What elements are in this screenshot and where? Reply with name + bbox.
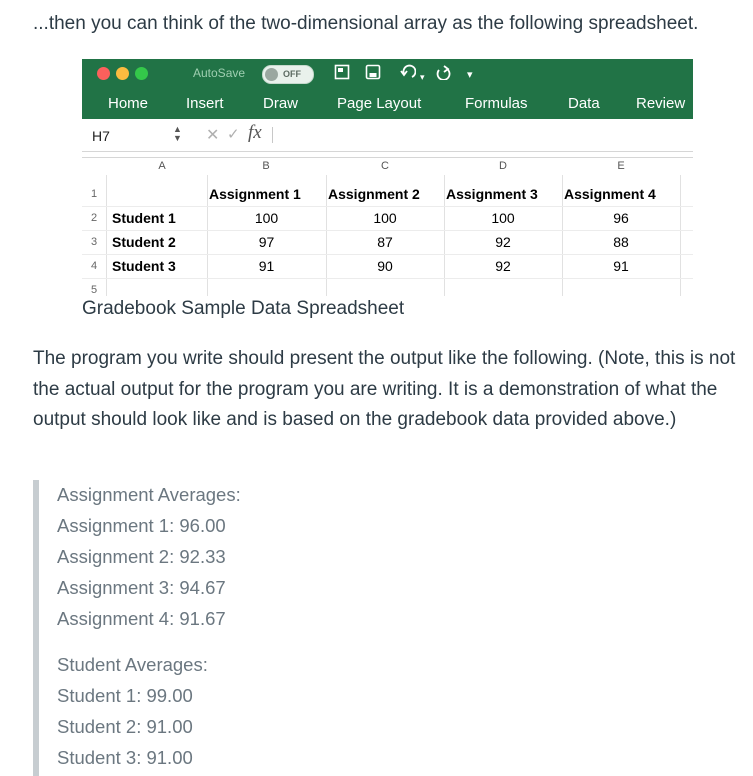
- tab-insert[interactable]: Insert: [186, 95, 224, 112]
- student-name-cell[interactable]: Student 3: [112, 258, 176, 274]
- maximize-window-button[interactable]: [135, 67, 148, 80]
- ribbon-tabs: [82, 89, 693, 119]
- assignment-averages-heading: Assignment Averages:: [57, 484, 241, 505]
- row-number-5[interactable]: 5: [91, 284, 98, 296]
- row-number-4[interactable]: 4: [91, 260, 98, 272]
- tab-formulas[interactable]: Formulas: [465, 95, 528, 112]
- grade-cell[interactable]: 87: [377, 234, 393, 250]
- close-window-button[interactable]: [97, 67, 110, 80]
- grade-cell[interactable]: 91: [258, 258, 275, 274]
- new-document-icon[interactable]: [334, 64, 350, 85]
- formula-bar: [82, 119, 693, 152]
- row-number-3[interactable]: 3: [91, 236, 98, 248]
- autosave-label: AutoSave: [193, 66, 246, 80]
- grid-line: [82, 206, 693, 207]
- autosave-toggle[interactable]: [262, 65, 314, 84]
- column-header-c[interactable]: C: [381, 160, 389, 172]
- insert-function-icon[interactable]: fx: [248, 122, 262, 143]
- student-average-line: Student 1: 99.00: [57, 685, 193, 706]
- grade-cell[interactable]: 88: [613, 234, 629, 250]
- header-cell-c1[interactable]: Assignment 2: [328, 186, 420, 202]
- column-header-b[interactable]: B: [262, 160, 270, 172]
- name-box[interactable]: H7: [92, 128, 110, 144]
- tab-home[interactable]: Home: [108, 95, 149, 112]
- student-averages-heading: Student Averages:: [57, 654, 208, 675]
- header-cell-d1[interactable]: Assignment 3: [446, 186, 538, 202]
- grid-line: [82, 254, 693, 255]
- grade-cell[interactable]: 100: [373, 210, 397, 226]
- title-bar: [82, 59, 693, 89]
- student-name-cell[interactable]: Student 2: [112, 234, 176, 250]
- assignment-average-line: Assignment 2: 92.33: [57, 546, 226, 567]
- tab-page-layout[interactable]: Page Layout: [337, 95, 422, 112]
- grid-line: [82, 278, 693, 279]
- grade-cell[interactable]: 92: [495, 258, 511, 274]
- grade-cell[interactable]: 90: [377, 258, 393, 274]
- row-number-1[interactable]: 1: [91, 188, 98, 200]
- figure-caption: Gradebook Sample Data Spreadsheet: [82, 298, 405, 319]
- toggle-knob: [265, 68, 278, 81]
- row-number-2[interactable]: 2: [91, 212, 98, 224]
- spreadsheet-screenshot: [82, 59, 693, 296]
- assignment-average-line: Assignment 3: 94.67: [57, 577, 226, 598]
- grade-cell[interactable]: 91: [613, 258, 629, 274]
- student-average-line: Student 3: 91.00: [57, 747, 193, 768]
- column-header-row: [82, 157, 693, 176]
- customize-toolbar-icon[interactable]: ▾: [467, 69, 473, 81]
- column-header-d[interactable]: D: [499, 160, 507, 172]
- formula-divider: [272, 127, 273, 143]
- toggle-state-label: OFF: [283, 69, 301, 79]
- student-average-line: Student 2: 91.00: [57, 716, 193, 737]
- name-box-stepper-icon[interactable]: ▲ ▼: [173, 124, 182, 143]
- grade-cell[interactable]: 97: [258, 234, 275, 250]
- grade-cell[interactable]: 100: [491, 210, 515, 226]
- assignment-average-line: Assignment 1: 96.00: [57, 515, 226, 536]
- enter-check-icon[interactable]: ✓: [227, 126, 240, 143]
- sample-output-block: [33, 480, 739, 776]
- undo-icon[interactable]: [400, 64, 416, 85]
- header-cell-e1[interactable]: Assignment 4: [564, 186, 656, 202]
- header-cell-b1[interactable]: Assignment 1: [209, 186, 301, 202]
- save-icon[interactable]: [365, 64, 381, 85]
- intro-text: ...then you can think of the two-dimensional array as the following spreadsheet.: [33, 13, 699, 34]
- assignment-average-line: Assignment 4: 91.67: [57, 608, 226, 629]
- grade-cell[interactable]: 100: [254, 210, 279, 226]
- tab-review[interactable]: Review: [636, 95, 686, 112]
- instruction-paragraph: The program you write should present the output like the following. (Note, this is not the actual output for the program you are writing. It is a demonstration of what the output should look like and is based on the gradebook data provided above.): [33, 348, 736, 430]
- column-header-e[interactable]: E: [617, 160, 625, 172]
- student-name-cell[interactable]: Student 1: [112, 210, 176, 226]
- grade-cell[interactable]: 92: [495, 234, 511, 250]
- cancel-icon[interactable]: ✕: [206, 127, 220, 144]
- tab-data[interactable]: Data: [568, 95, 600, 112]
- column-header-a[interactable]: A: [158, 160, 166, 172]
- tab-draw[interactable]: Draw: [263, 95, 299, 112]
- undo-dropdown-icon[interactable]: ▾: [420, 72, 425, 82]
- grade-cell[interactable]: 96: [613, 210, 629, 226]
- minimize-window-button[interactable]: [116, 67, 129, 80]
- redo-icon[interactable]: [435, 64, 451, 85]
- grid-line: [82, 230, 693, 231]
